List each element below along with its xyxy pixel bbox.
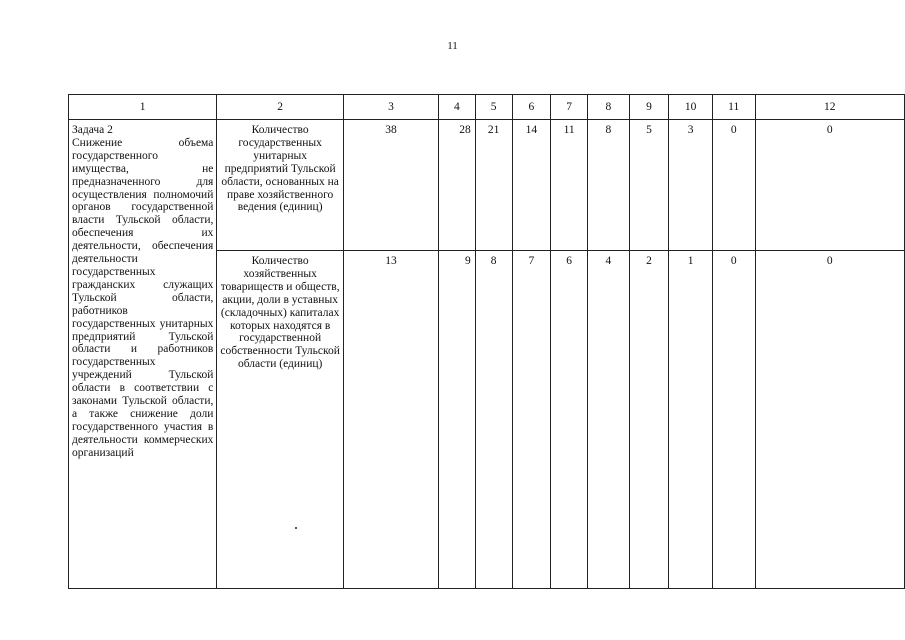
value-cell: 1 bbox=[669, 251, 713, 589]
col-header-9: 9 bbox=[629, 95, 669, 120]
col-header-12: 12 bbox=[755, 95, 904, 120]
value-cell: 28 bbox=[438, 120, 475, 251]
value-cell: 3 bbox=[669, 120, 713, 251]
col-header-7: 7 bbox=[551, 95, 588, 120]
indicator-text: Количество государственных унитарных предприятий Тульской области, основанных на праве хозяйственного ведения (единиц) bbox=[217, 120, 344, 251]
col-header-6: 6 bbox=[512, 95, 551, 120]
col-header-3: 3 bbox=[343, 95, 438, 120]
value-cell: 8 bbox=[475, 251, 512, 589]
value-cell: 9 bbox=[438, 251, 475, 589]
col-header-1: 1 bbox=[69, 95, 217, 120]
value-cell: 11 bbox=[551, 120, 588, 251]
col-header-2: 2 bbox=[217, 95, 344, 120]
value-cell: 14 bbox=[512, 120, 551, 251]
scan-speck bbox=[295, 527, 297, 529]
col-header-8: 8 bbox=[588, 95, 630, 120]
col-header-10: 10 bbox=[669, 95, 713, 120]
value-cell: 4 bbox=[588, 251, 630, 589]
task-title: Задача 2 bbox=[72, 124, 113, 136]
table-header-row bbox=[69, 95, 905, 120]
indicators-table bbox=[68, 94, 905, 589]
col-header-5: 5 bbox=[475, 95, 512, 120]
value-cell: 38 bbox=[343, 120, 438, 251]
task-description: Снижение объема государственного имущества, не предназначенного для осуществления полномочий органов государственной власти Тульской области, обеспечения их деятельности, обеспечения деятельности государственных гражданских служащих Тульской области, работников государственных унитарных предприятий Тульской области и работников государственных учреждений Тульской области в соответствии с законами Тульской области, а также снижение доли государственного участия в деятельности коммерческих организаций bbox=[72, 136, 214, 459]
value-cell: 5 bbox=[629, 120, 669, 251]
value-cell: 2 bbox=[629, 251, 669, 589]
value-cell: 6 bbox=[551, 251, 588, 589]
task-cell bbox=[69, 120, 217, 589]
table-row bbox=[69, 120, 905, 251]
col-header-11: 11 bbox=[712, 95, 755, 120]
value-cell: 8 bbox=[588, 120, 630, 251]
value-cell: 13 bbox=[343, 251, 438, 589]
value-cell: 0 bbox=[755, 251, 904, 589]
col-header-4: 4 bbox=[438, 95, 475, 120]
value-cell: 7 bbox=[512, 251, 551, 589]
value-cell: 0 bbox=[712, 120, 755, 251]
value-cell: 0 bbox=[712, 251, 755, 589]
page-number: 11 bbox=[447, 40, 458, 52]
value-cell: 21 bbox=[475, 120, 512, 251]
indicator-text: Количество хозяйственных товариществ и обществ, акции, доли в уставных (складочных) капиталах которых находятся в государственной собственности Тульской области (единиц) bbox=[217, 251, 344, 589]
value-cell: 0 bbox=[755, 120, 904, 251]
